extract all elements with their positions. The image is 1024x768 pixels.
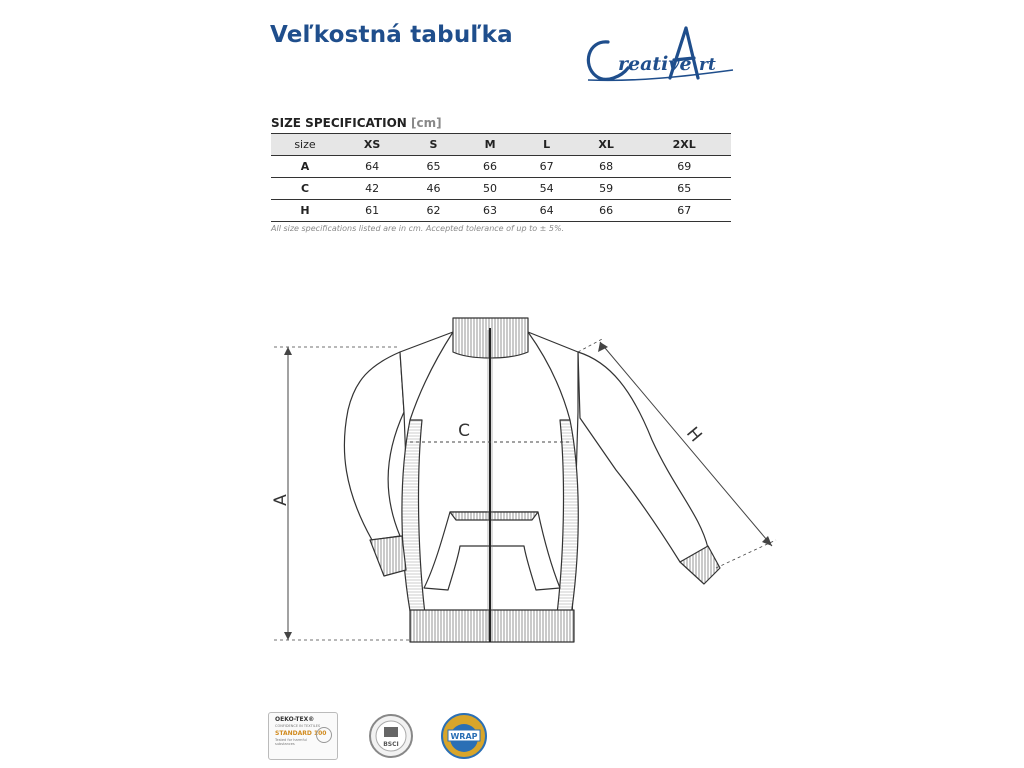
size-spec-title: SIZE SPECIFICATION — [271, 116, 407, 130]
dimension-h-label: H — [682, 423, 706, 447]
table-cell: 62 — [426, 204, 441, 217]
table-cell: 66 — [483, 160, 498, 173]
row-label: C — [300, 182, 310, 195]
table-cell: 64 — [539, 204, 554, 217]
oeko-tex-title: OEKO-TEX® — [275, 716, 315, 723]
table-cell: 66 — [599, 204, 614, 217]
row-label: A — [300, 160, 310, 173]
oeko-tex-note: Tested for harmful substances — [275, 738, 307, 746]
table-cell: 59 — [599, 182, 614, 195]
column-header: XS — [363, 138, 381, 151]
page-title: Veľkostná tabuľka — [270, 22, 513, 48]
table-cell: 42 — [365, 182, 380, 195]
column-header: M — [484, 138, 496, 151]
row-label: H — [300, 204, 310, 217]
table-cell: 61 — [365, 204, 380, 217]
oeko-tex-badge — [268, 712, 338, 760]
table-row — [271, 156, 731, 178]
svg-text:reative: reative — [618, 53, 692, 75]
table-cell: 68 — [599, 160, 614, 173]
tolerance-note: All size specifications listed are in cm. Accepted tolerance of up to ± 5%. — [271, 224, 565, 233]
column-header: XL — [598, 138, 614, 151]
bsci-badge — [368, 713, 414, 759]
table-row — [271, 200, 731, 222]
oeko-tex-mark-icon — [316, 727, 332, 743]
table-cell: 67 — [677, 204, 692, 217]
column-header: 2XL — [672, 138, 696, 151]
table-cell: 67 — [539, 160, 554, 173]
table-cell: 64 — [365, 160, 380, 173]
column-header: size — [294, 138, 316, 151]
bsci-label: BSCI — [383, 741, 399, 748]
creative-art-logo — [578, 20, 738, 90]
dimension-c-label: C — [458, 421, 470, 441]
table-row — [271, 178, 731, 200]
table-cell: 54 — [539, 182, 554, 195]
oeko-tex-subtitle: CONFIDENCE IN TEXTILES — [275, 724, 321, 728]
table-cell: 50 — [483, 182, 498, 195]
column-header: L — [543, 138, 551, 151]
table-cell: 65 — [426, 160, 441, 173]
wrap-label: WRAP — [450, 732, 478, 741]
jacket-outline — [344, 318, 720, 642]
size-spec-heading — [271, 116, 442, 130]
column-header: S — [429, 138, 438, 151]
table-cell: 69 — [677, 160, 692, 173]
size-spec-unit: [cm] — [411, 116, 442, 130]
size-table — [271, 133, 731, 222]
table-cell: 46 — [426, 182, 441, 195]
table-cell: 65 — [677, 182, 692, 195]
size-table-header-row — [271, 134, 731, 156]
dimension-a-label: A — [271, 494, 291, 506]
svg-text:rt: rt — [699, 55, 716, 75]
table-cell: 63 — [483, 204, 498, 217]
jacket-measurement-diagram — [260, 300, 800, 650]
oeko-tex-standard: STANDARD 100 — [275, 730, 327, 737]
wrap-badge — [440, 712, 488, 760]
